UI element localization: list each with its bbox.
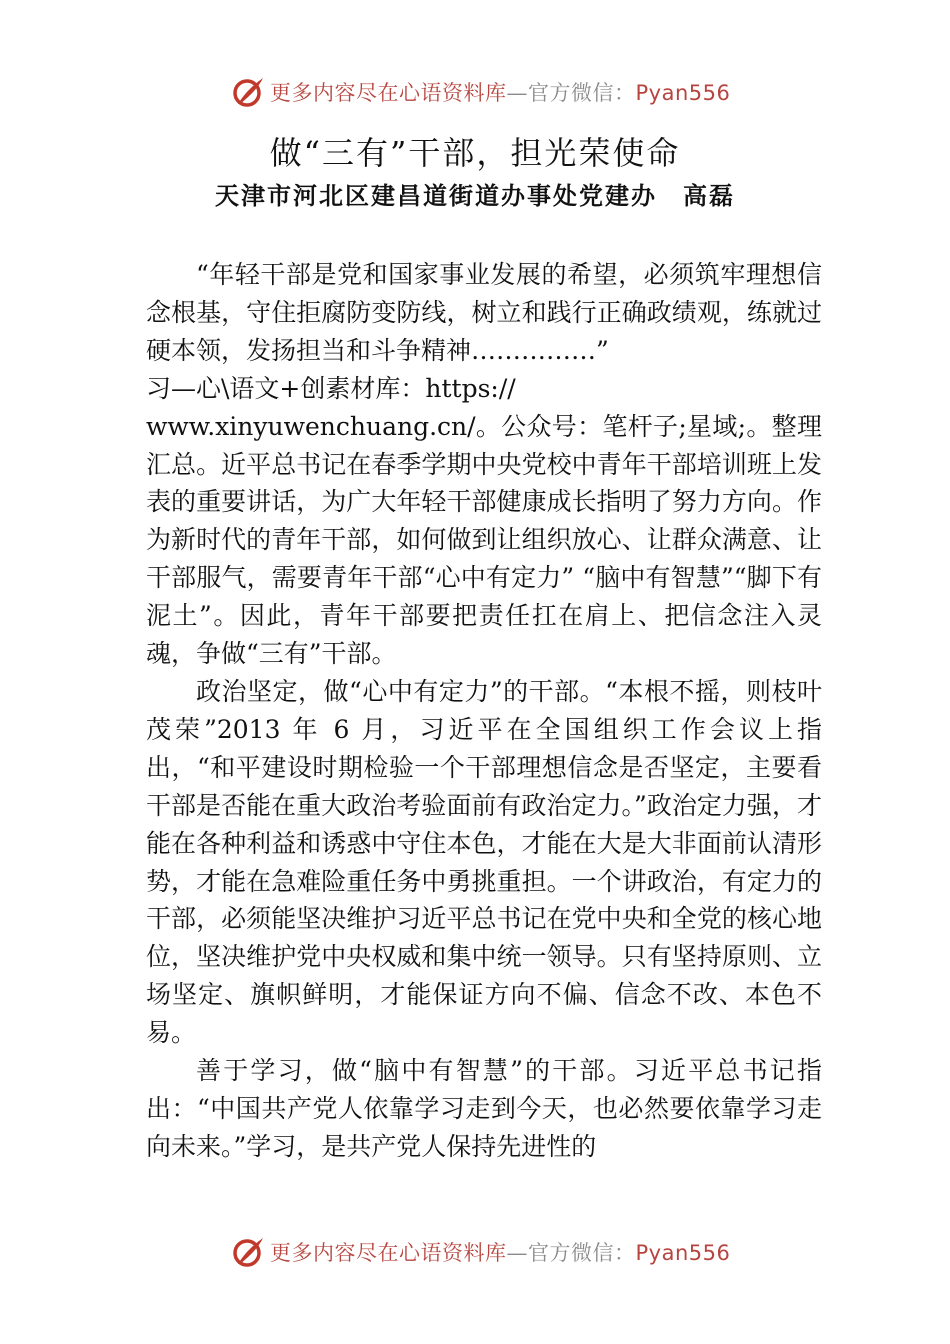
watermark-footer: [0, 1232, 950, 1272]
watermark-header: [0, 72, 950, 112]
paragraph-intro: www.xinyuwenchuang.cn/。公众号：笔杆子;星域;。整理汇总。近平总书记在春季学期中央党校中青年干部培训班上发表的重要讲话，为广大年轻干部健康成长指明了努力方向。作为新时代的青年干部，如何做到让组织放心、让群众满意、让干部服气，需要青年干部“心中有定力” “脑中有智慧”“脚下有泥土”。因此，青年干部要把责任扛在肩上、把信念注入灵魂，争做“三有”干部。: [146, 411, 822, 669]
watermark-text: 更多内容尽在心语资料库—官方微信：Pyan556: [270, 81, 731, 105]
document-body: [146, 256, 822, 1166]
paragraph-political: 政治坚定，做“心中有定力”的干部。“本根不摇，则枝叶茂荣”2013 年 6 月，习近平在全国组织工作会议上指出，“和平建设时期检验一个干部理想信念是否坚定，主要看干部是否能在重大政治考验面前有政治定力。”政治定力强，才能在各种利益和诱惑中守住本色，才能在大是大非面前认清形势，才能在急难险重任务中勇挑重担。一个讲政治，有定力的干部，必须能坚决维护习近平总书记在党中央和全党的核心地位，坚决维护党中央权威和集中统一领导。只有坚持原则、立场坚定、旗帜鲜明，才能保证方向不偏、信念不改、本色不易。: [146, 676, 822, 1048]
quill-logo-icon: [230, 1234, 266, 1270]
quill-logo-icon: [230, 74, 266, 110]
paragraph-source: 习—心\语文+创素材库：https://: [146, 373, 516, 403]
document-title: 做“三有”干部，担光荣使命: [269, 134, 681, 172]
watermark-text: 更多内容尽在心语资料库—官方微信：Pyan556: [270, 1241, 731, 1265]
document-byline: 天津市河北区建昌道街道办事处党建办 高磊: [215, 181, 735, 210]
paragraph-learning: 善于学习，做“脑中有智慧”的干部。习近平总书记指出：“中国共产党人依靠学习走到今天，也必然要依靠学习走向未来。”学习，是共产党人保持先进性的: [146, 1056, 822, 1161]
paragraph-quote: “年轻干部是党和国家事业发展的希望，必须筑牢理想信念根基，守住拒腐防变防线，树立和践行正确政绩观，练就过硬本领，发扬担当和斗争精神……………”: [146, 260, 822, 365]
